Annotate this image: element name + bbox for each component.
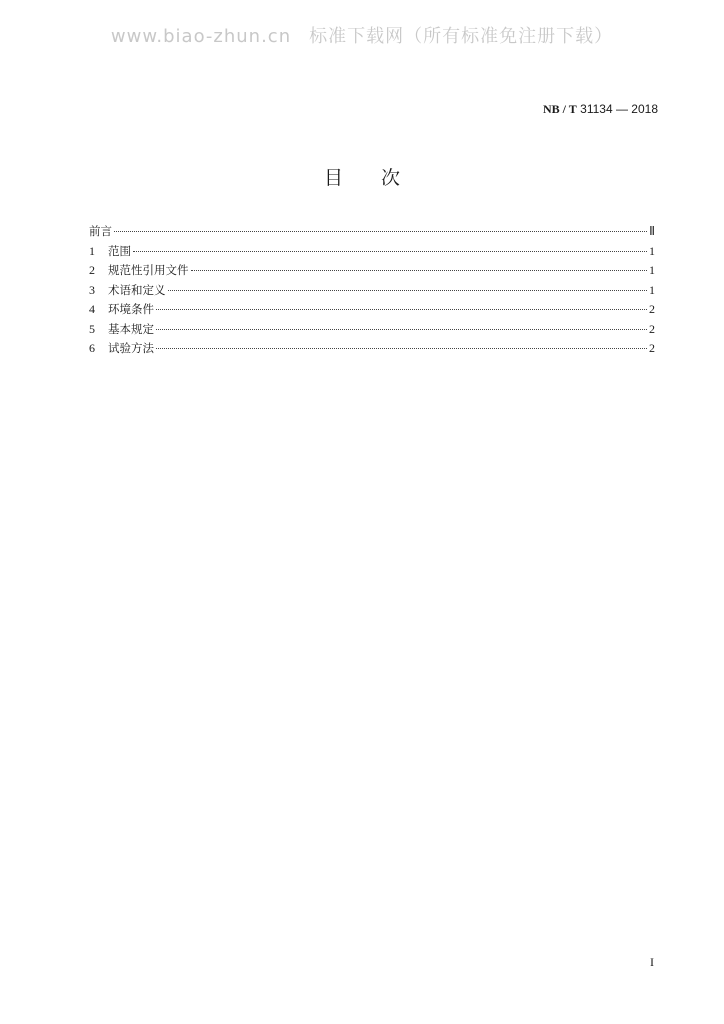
toc-entry-label: 术语和定义 — [108, 282, 166, 297]
toc-entry-page: 1 — [649, 243, 655, 258]
toc-entry-environmental-conditions[interactable] — [89, 300, 655, 320]
toc-entry-foreword[interactable] — [89, 222, 655, 242]
toc-entry-label: 前言 — [89, 224, 112, 238]
watermark-banner — [0, 22, 724, 48]
toc-leader-dots — [156, 308, 647, 310]
toc-entry-number: 4 — [89, 302, 95, 316]
toc-entry-scope[interactable] — [89, 242, 655, 262]
standard-prefix: NB / T — [543, 102, 577, 116]
toc-entry-number: 2 — [89, 263, 95, 277]
toc-entry-page: 1 — [649, 282, 655, 297]
watermark-site: www.biao-zhun.cn — [110, 26, 292, 47]
toc-entry-label: 试验方法 — [108, 341, 154, 355]
table-of-contents — [89, 222, 655, 359]
toc-entry-number: 1 — [89, 243, 95, 258]
toc-title: 目次 — [323, 167, 438, 189]
toc-entry-number: 5 — [89, 321, 95, 336]
toc-entry-test-methods[interactable] — [89, 339, 655, 359]
toc-entry-label: 规范性引用文件 — [108, 263, 189, 277]
toc-entry-label: 环境条件 — [108, 302, 154, 316]
toc-entry-basic-provisions[interactable] — [89, 320, 655, 340]
toc-leader-dots — [114, 230, 647, 232]
toc-entry-number: 6 — [89, 341, 95, 355]
toc-entry-normative-references[interactable] — [89, 261, 655, 281]
toc-leader-dots — [133, 250, 647, 252]
toc-entry-page: 1 — [649, 263, 655, 277]
toc-leader-dots — [156, 347, 647, 349]
standard-code — [543, 102, 658, 117]
toc-entry-page: Ⅱ — [649, 224, 655, 238]
toc-leader-dots — [191, 269, 648, 271]
toc-entry-terms-definitions[interactable] — [89, 281, 655, 301]
toc-entry-page: 2 — [649, 341, 655, 355]
toc-entry-page: 2 — [649, 321, 655, 336]
page-number: I — [650, 955, 654, 969]
toc-entry-page: 2 — [649, 302, 655, 316]
toc-entry-number: 3 — [89, 282, 95, 297]
toc-leader-dots — [168, 289, 648, 291]
toc-leader-dots — [156, 328, 647, 330]
standard-number: 31134 — 2018 — [580, 102, 658, 116]
toc-entry-label: 范围 — [108, 243, 131, 258]
toc-entry-label: 基本规定 — [108, 321, 154, 336]
watermark-text: 标准下载网（所有标准免注册下载） — [309, 26, 614, 47]
